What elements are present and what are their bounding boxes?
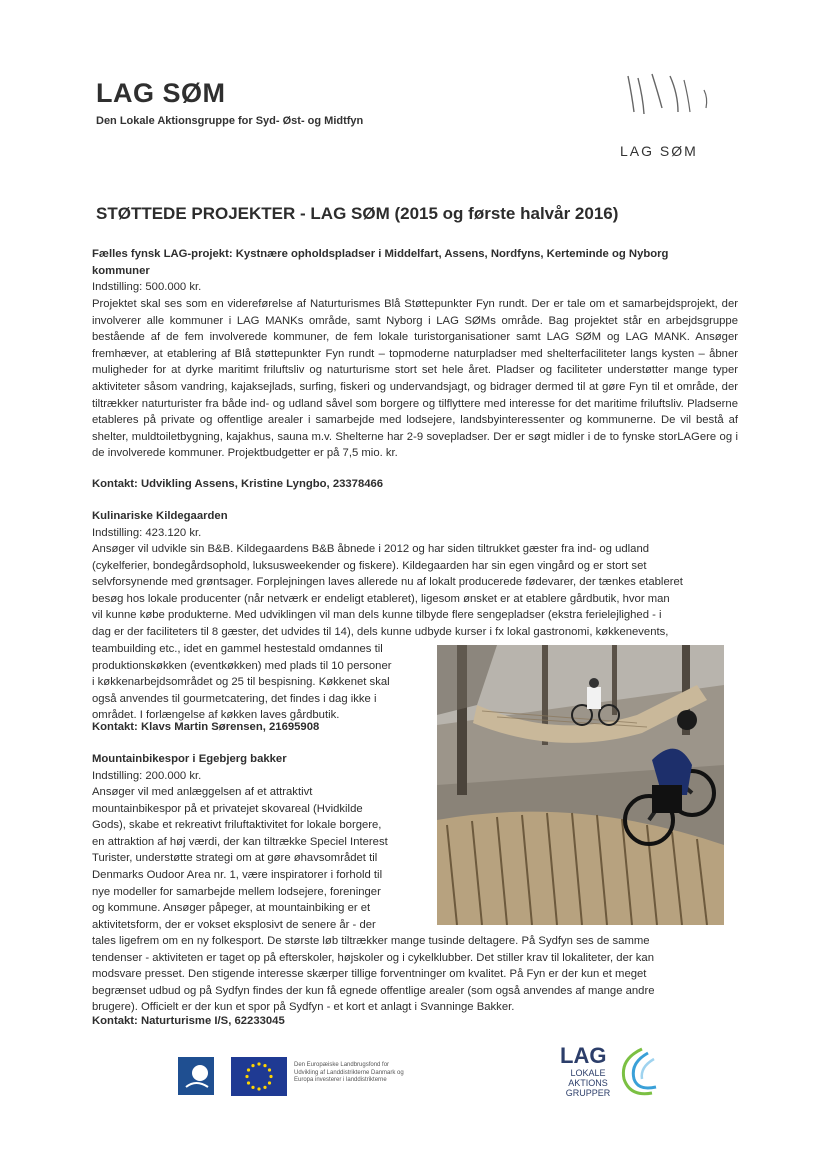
text-line: Ansøger vil udvikle sin B&B. Kildegaardens B&B åbnede i 2012 og har siden tiltrukket gæster fra ind- og udland — [92, 543, 650, 555]
mountainbike-photo — [437, 645, 724, 925]
text-line: selvforsynende med grøntsager. Forplejningen laves allerede nu af lokalt producerede fødevarer, der tænkes etableret — [92, 576, 683, 589]
org-subtitle: Den Lokale Aktionsgruppe for Syd- Øst- og Midtfyn — [96, 115, 364, 127]
lag-logo-title: LAG — [560, 1043, 607, 1068]
project-3-description-narrow — [92, 784, 432, 933]
text-line: i køkkenarbejdsområdet og 25 til bespisning. Køkkenet skal — [92, 676, 390, 689]
eu-flag-icon — [231, 1057, 287, 1096]
text-line: produktionskøkken (eventkøkken) med plads til 10 personer — [92, 659, 392, 672]
project-1-heading: Fælles fynsk LAG-projekt: Kystnære opholdspladser i Middelfart, Assens, Nordfyns, Kerteminde og Nyborg kommuner — [92, 248, 669, 277]
text-line: teambuilding etc., idet en gammel hestestald omdannes til — [92, 643, 383, 655]
lag-logo-subtitle: LOKALE AKTIONS GRUPPER — [565, 1068, 611, 1098]
text-line: Ansøger vil med anlæggelsen af et attraktivt — [92, 786, 313, 798]
text-line: tendenser - aktiviteten er taget op på efterskoler, højskoler og i cykelklubber. Det stiller krav til lokaliteter, der kan — [92, 951, 654, 964]
text-line: tales ligefrem om en ny folkesport. De største løb tiltrækker mange tusinde deltagere. På Sydfyn ses de samme — [92, 935, 650, 947]
text-line: mountainbikespor på et privatejet skovareal (Hvidkilde — [92, 802, 363, 815]
lag-swirl-icon — [612, 1045, 662, 1101]
text-line: modsvare presset. Den stigende interesse skærper tillige forventninger om kvalitet. På Fyn er der kun et meget — [92, 968, 647, 981]
text-line: området. I forlængelse af køkken laves gårdbutik. — [92, 709, 340, 722]
lag-som-logo-text: LAG SØM — [620, 143, 698, 159]
project-3-contact: Kontakt: Naturturisme I/S, 62233045 — [92, 1015, 285, 1027]
text-line: brugere). Officielt er der kun et spor på Sydfyn - et kort et anlagt i Svanninge Bakker. — [92, 1001, 515, 1014]
page-title: STØTTEDE PROJEKTER - LAG SØM (2015 og første halvår 2016) — [96, 204, 619, 223]
project-1-description: Projektet skal ses som en videreførelse af Naturturismes Blå Støttepunkter Fyn rundt. Der er tale om et samarbejdsprojekt, der involverer alle kommuner i LAG MANKs område, samt Nyborg i LAG SØMs område. Bag projektet står en arbejdsgruppe bestående af de fem involverede kommuner, de fem lokale turistorganisationer samt LAG SØM og LAG MANK. Ansøger fremhæver, at etablering af Blå støttepunkter Fyn rundt – topmoderne naturpladser med shelterfaciliteter langs kysten – åbner muligheder for at dyrke maritimt friluftsliv og naturturisme stort set hele året. Pladser og faciliteter understøtter mange typer aktiviteter såsom vandring, kajaksejlads, surfing, fiskeri og undervandsjagt, og bidrager dermed til at gøre Fyn til et område, der tiltrækker naturturister fra både ind- og udland såvel som borgere og tilflyttere med interesse for det maritime friluftsliv. Pladserne etableres på private og offentlige arealer i samarbejde med lodsejere, landsbyinteressenter og kommunerne. De vil bestå af shelter, muldtoiletbygning, kajakhus, sauna m.v. Shelterne har 2-9 sovepladser. Der er søgt midler i de to fynske storLAGere og i de involverede kommuner. Projektbudgetter er på 7,5 mio. kr. — [92, 298, 738, 460]
text-line: dag er der faciliteters til 8 gæster, det udvides til 14), dels kunne udbyde kurser i fx lokal gastronomi, køkkenevents, — [92, 625, 669, 638]
text-line: begrænset udbud og på Sydfyn findes der kun få egnede offentlige arealer (som også anvendes af mange andre — [92, 984, 655, 997]
project-1-recommendation: Indstilling: 500.000 kr. — [92, 281, 202, 293]
text-line: en attraktion af høj værdi, der kan tiltrække Speciel Interest — [92, 835, 388, 848]
text-line: aktivitetsform, der er vokset eksplosivt de senere år - der — [92, 918, 376, 931]
project-3-heading: Mountainbikespor i Egebjerg bakker — [92, 753, 287, 765]
text-line: besøg hos lokale producenter (når netværk er endeligt etableret), ligesom ønsket er at etablere gårdbutik, hvor man — [92, 592, 670, 605]
project-2-heading: Kulinariske Kildegaarden — [92, 510, 228, 522]
text-line: (cykelferier, bondegårdsophold, luksusweekender og fiskere). Kildegaarden har sin egen vingård og er stort set — [92, 559, 647, 572]
org-name: LAG SØM — [96, 78, 226, 108]
lag-som-logo-marks-icon — [618, 68, 718, 118]
text-line: Denmarks Oudoor Area nr. 1, være inspiratorer i forhold til — [92, 868, 383, 881]
project-2-description-narrow — [92, 641, 432, 724]
text-line: vil kunne købe produkterne. Med udviklingen vil man dels kunne tilbyde flere sengepladser (ekstra ferielejlighed - i — [92, 609, 662, 622]
eu-fund-text: Den Europæiske Landbrugsfond for Udvikling af Landdistrikterne Danmark og Europa investerer i landdistrikterne — [294, 1062, 404, 1083]
leader-logo-icon — [178, 1057, 214, 1095]
project-1-contact: Kontakt: Udvikling Assens, Kristine Lyngbo, 23378466 — [92, 478, 384, 490]
text-line: nye modeller for samarbejde mellem lodsejere, foreninger — [92, 885, 381, 898]
text-line: og kommune. Ansøger påpeger, at mountainbiking er et — [92, 902, 371, 915]
project-2-contact: Kontakt: Klavs Martin Sørensen, 21695908 — [92, 721, 320, 733]
text-line: også anvendes til gourmetcatering, det findes i dag ikke i — [92, 692, 377, 705]
project-3-recommendation: Indstilling: 200.000 kr. — [92, 770, 202, 782]
project-2-description-wide — [92, 541, 752, 641]
text-line: Turister, understøtte strategi om at gøre øhavsområdet til — [92, 852, 378, 865]
project-2-recommendation: Indstilling: 423.120 kr. — [92, 527, 202, 539]
text-line: Gods), skabe et rekreativt friluftaktivitet for lokale borgere, — [92, 819, 382, 832]
project-3-description-wide — [92, 933, 752, 1016]
